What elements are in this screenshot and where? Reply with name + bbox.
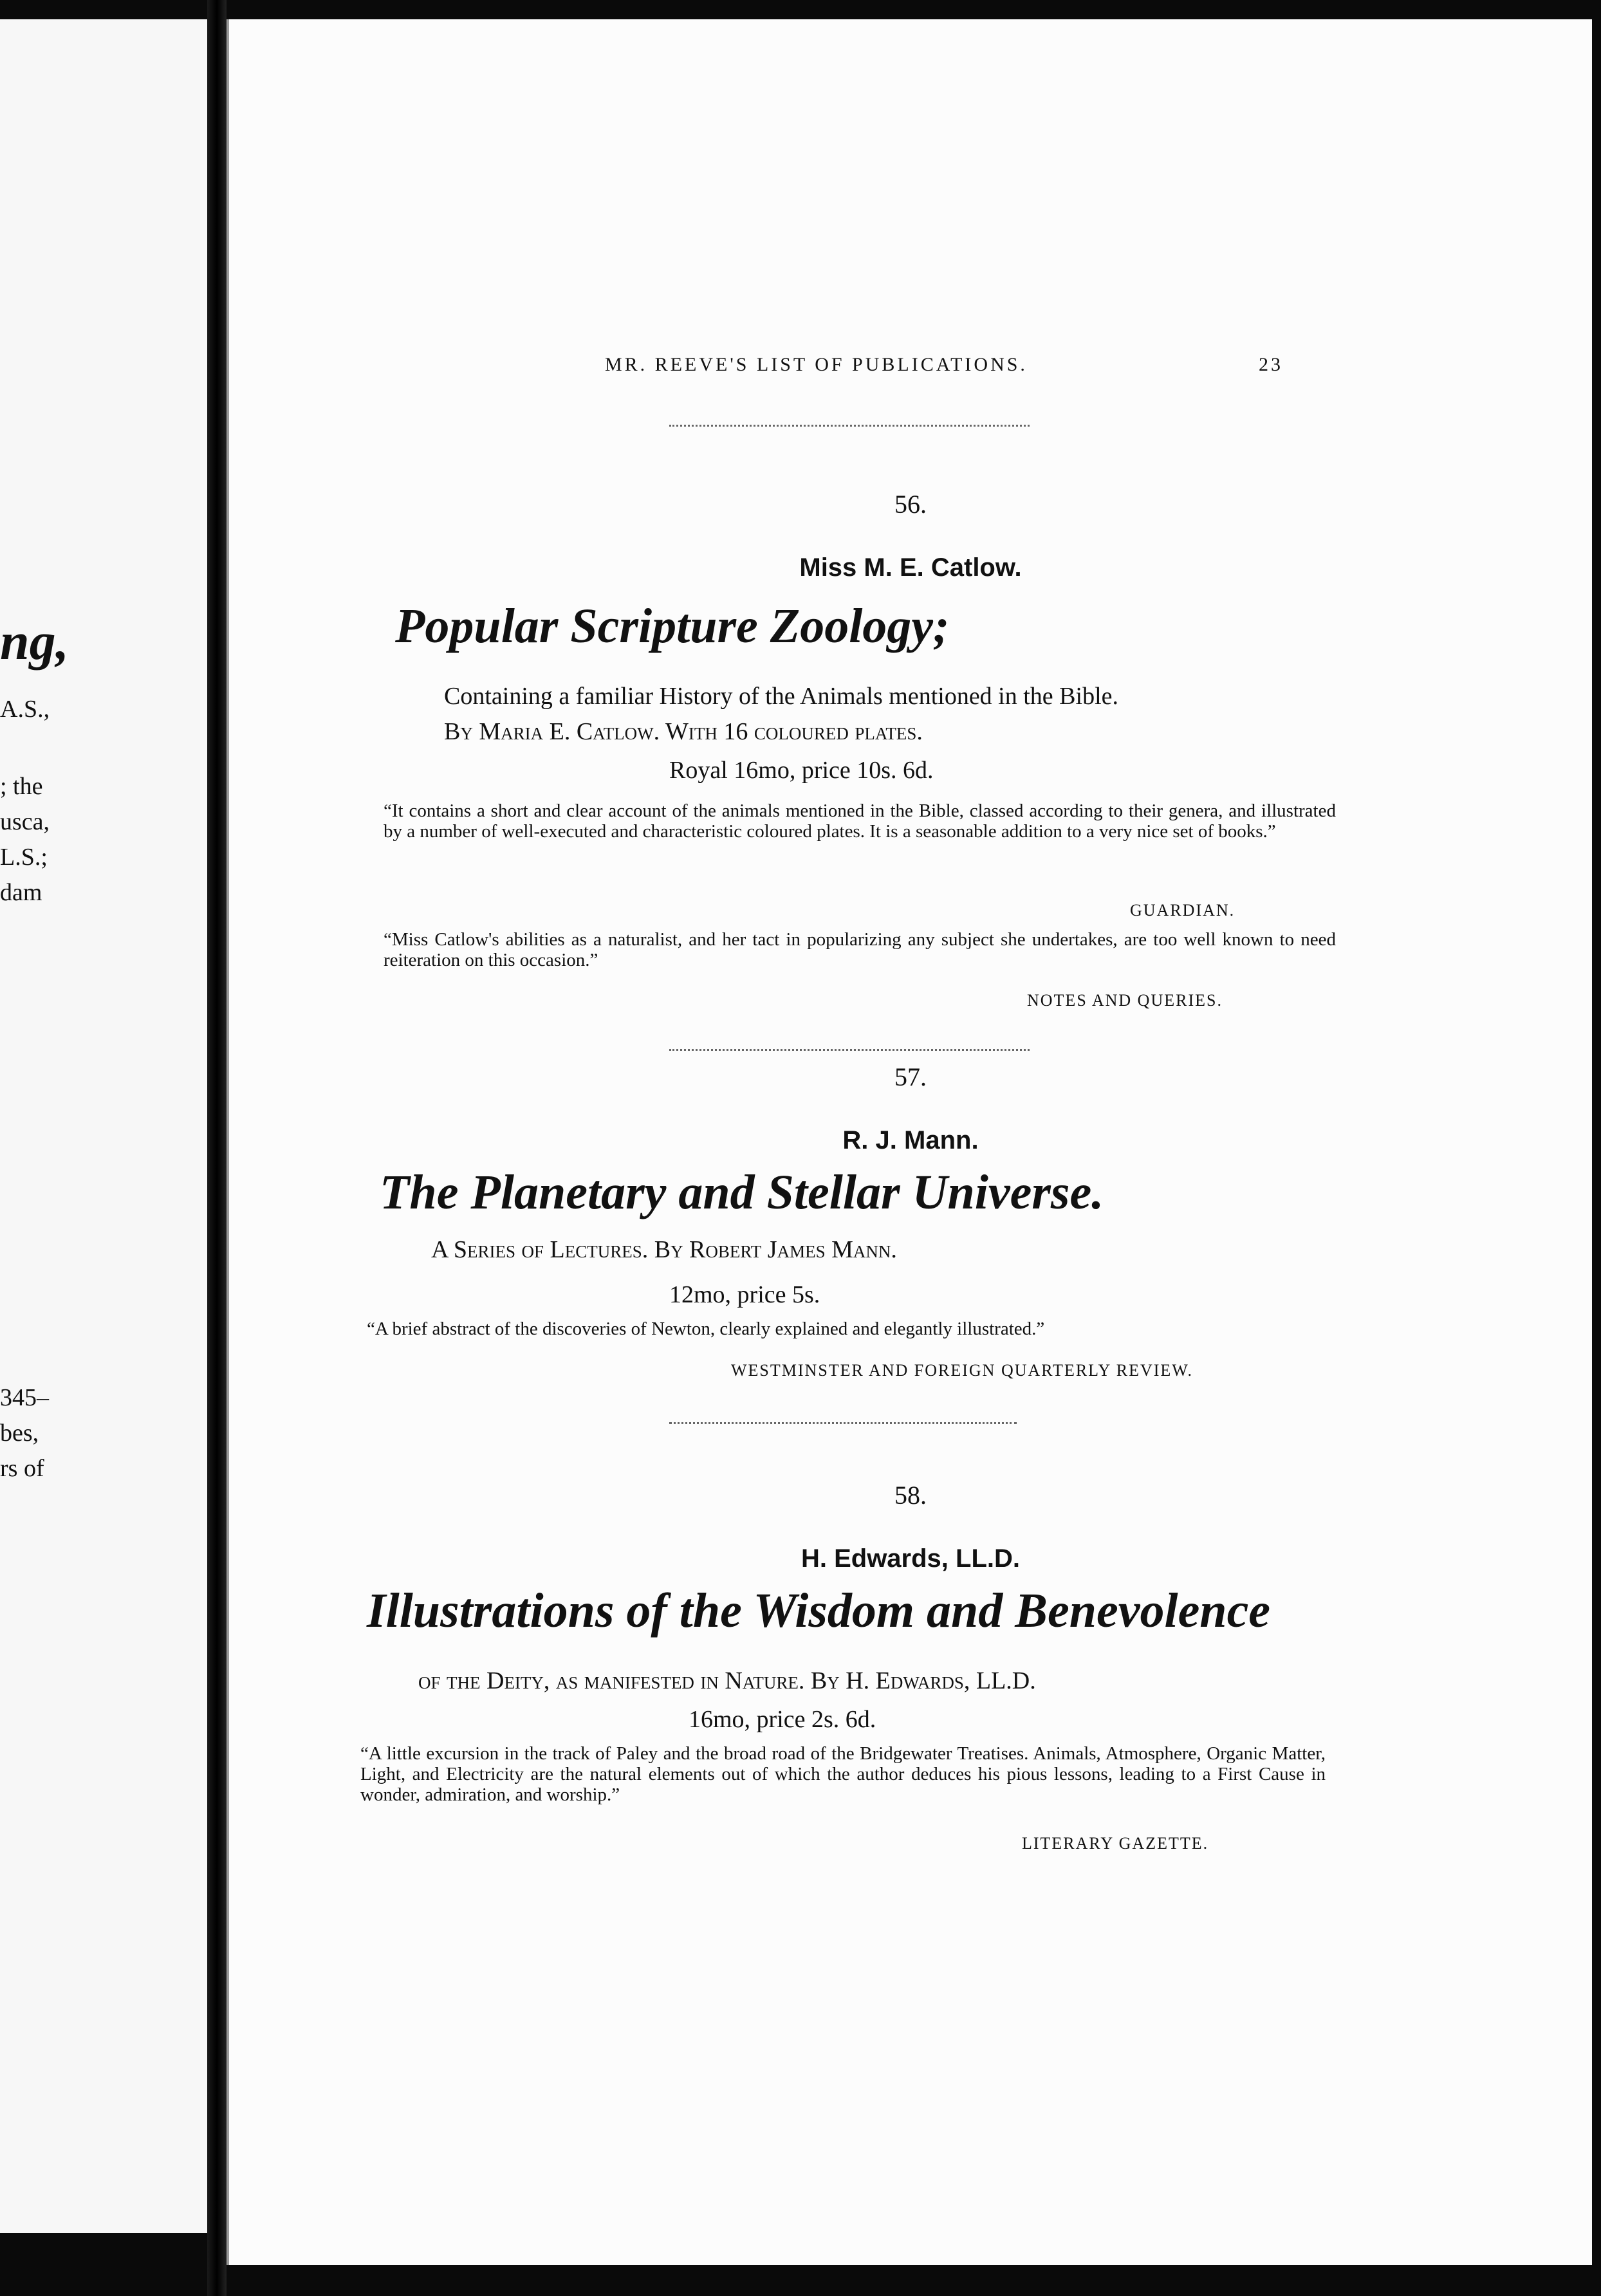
left-fragment-line: dam — [0, 879, 42, 906]
entry-price: 12mo, price 5s. — [669, 1281, 820, 1308]
left-fragment-line: usca, — [0, 808, 50, 835]
entry-description: of the Deity, as manifested in Nature. By H. Edwards, LL.D. — [418, 1667, 1036, 1694]
entry-title: The Planetary and Stellar Universe. — [380, 1165, 1104, 1219]
left-fragment-line: 345– — [0, 1384, 49, 1411]
left-page-fragment — [0, 19, 207, 2233]
review-quote: “A brief abstract of the discoveries of Newton, clearly explained and elegantly illustrated.” — [367, 1319, 1045, 1339]
left-fragment-line: ng, — [0, 612, 69, 671]
entry-number: 57. — [894, 1062, 927, 1091]
entry-author: Miss M. E. Catlow. — [799, 553, 1022, 582]
entry-description: By Maria E. Catlow. With 16 coloured plates. — [444, 718, 923, 745]
review-source: WESTMINSTER AND FOREIGN QUARTERLY REVIEW. — [731, 1361, 1193, 1380]
book-spine — [207, 0, 227, 2296]
entry-price: Royal 16mo, price 10s. 6d. — [669, 757, 934, 784]
review-quote: “A little excursion in the track of Paley and the broad road of the Bridgewater Treatises. Animals, Atmosphere, Organic Matter, Light, and Electricity are the natural elements out of which the author deduces his pious lessons, leading to a First Cause in wonder, admiration, and worship.” — [360, 1743, 1326, 1805]
review-quote: “It contains a short and clear account of the animals mentioned in the Bible, classed according to their genera, and illustrated by a number of well-executed and characteristic coloured plates. It is a seasonable addition to a very nice set of books.” — [384, 801, 1336, 842]
entry-author: R. J. Mann. — [842, 1126, 979, 1154]
running-title: MR. REEVE'S LIST OF PUBLICATIONS. — [605, 354, 1028, 375]
left-fragment-line: rs of — [0, 1455, 44, 1482]
entry-title: Illustrations of the Wisdom and Benevolence — [367, 1584, 1271, 1638]
page-number: 23 — [1259, 354, 1283, 375]
left-fragment-line: A.S., — [0, 696, 50, 723]
right-page — [227, 19, 1592, 2265]
entry-title: Popular Scripture Zoology; — [395, 599, 950, 653]
left-fragment-line: L.S.; — [0, 844, 48, 871]
review-source: GUARDIAN. — [1130, 901, 1235, 920]
ornamental-rule — [669, 1422, 1017, 1424]
entry-number: 56. — [894, 490, 927, 519]
entry-author: H. Edwards, LL.D. — [800, 1544, 1021, 1573]
left-fragment-line: ; the — [0, 773, 43, 800]
entry-number: 58. — [894, 1481, 927, 1510]
ornamental-rule — [669, 1049, 1030, 1051]
left-fragment-line: bes, — [0, 1420, 39, 1447]
entry-price: 16mo, price 2s. 6d. — [689, 1706, 876, 1733]
review-source: LITERARY GAZETTE. — [1022, 1834, 1209, 1853]
entry-description: Containing a familiar History of the Animals mentioned in the Bible. — [444, 683, 1118, 710]
review-quote: “Miss Catlow's abilities as a naturalist, and her tact in popularizing any subject she undertakes, are too well known to need reiteration on this occasion.” — [384, 929, 1336, 970]
ornamental-rule — [669, 425, 1030, 427]
review-source: NOTES AND QUERIES. — [1027, 991, 1223, 1010]
entry-description: A Series of Lectures. By Robert James Mann. — [431, 1236, 897, 1263]
